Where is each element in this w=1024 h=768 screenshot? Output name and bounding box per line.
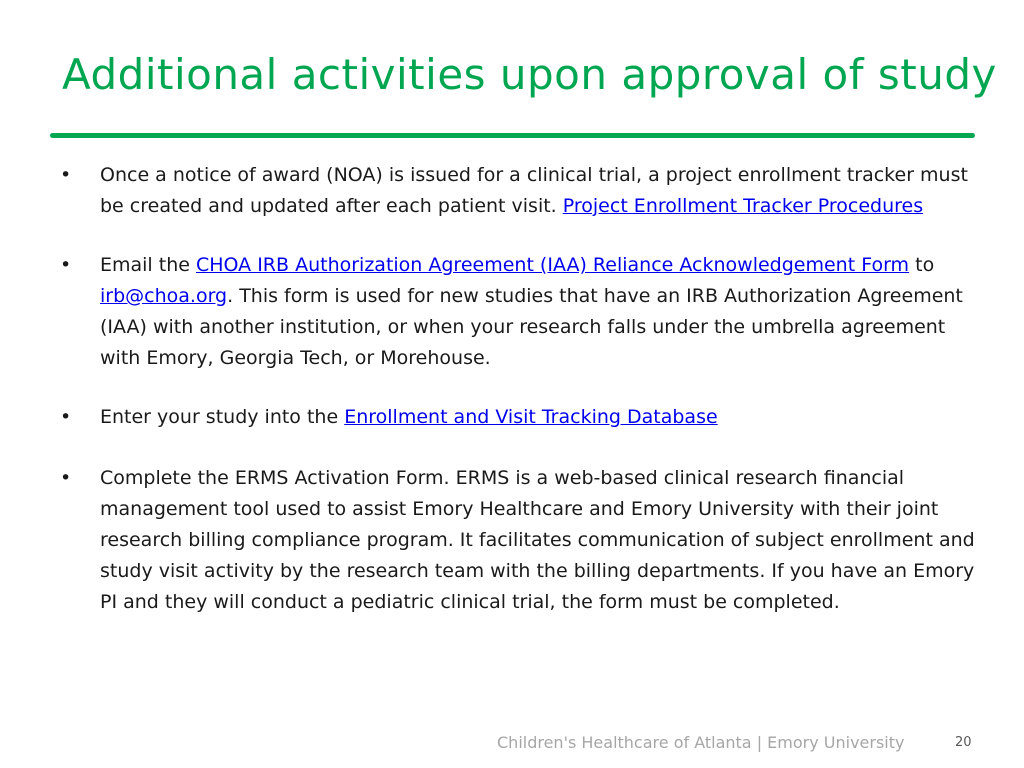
bullet-text: Enter your study into the bbox=[100, 406, 345, 428]
bullet-item-erms-form bbox=[0, 463, 1024, 618]
title-divider bbox=[50, 133, 975, 138]
bullet-item-iaa-form bbox=[0, 250, 1024, 374]
slide-footer: Children's Healthcare of Atlanta | Emory University bbox=[497, 733, 905, 752]
choa-irb-iaa-form-link[interactable]: CHOA IRB Authorization Agreement (IAA) Reliance Acknowledgement Form bbox=[195, 254, 910, 276]
bullet-text: Once a notice of award (NOA) is issued for a clinical trial, a project enrollment tracker must be created and updated after each patient visit. bbox=[100, 164, 968, 217]
bullet-item-enrollment-tracker bbox=[0, 160, 1024, 222]
page-number: 20 bbox=[955, 735, 972, 750]
bullet-text: to bbox=[909, 254, 935, 276]
slide-title: Additional activities upon approval of study bbox=[62, 50, 997, 99]
irb-email-link[interactable]: irb@choa.org bbox=[100, 285, 228, 307]
project-enrollment-tracker-link[interactable]: Project Enrollment Tracker Procedures bbox=[562, 195, 924, 217]
bullet-item-tracking-database bbox=[0, 402, 1024, 433]
bullet-text: . This form is used for new studies that have an IRB Authorization Agreement (IAA) with another institution, or when your research falls under the umbrella agreement with Emory, Georgia Tech, or Morehouse. bbox=[100, 285, 963, 369]
bullet-list bbox=[0, 160, 1024, 618]
bullet-text: Complete the ERMS Activation Form. ERMS is a web-based clinical research financial management tool used to assist Emory Healthcare and Emory University with their joint research billing compliance program. It facilitates communication of subject enrollment and study visit activity by the research team with the billing departments. If you have an Emory PI and they will conduct a pediatric clinical trial, the form must be completed. bbox=[100, 467, 975, 613]
enrollment-visit-tracking-database-link[interactable]: Enrollment and Visit Tracking Database bbox=[344, 406, 718, 428]
bullet-text: Email the bbox=[100, 254, 196, 276]
